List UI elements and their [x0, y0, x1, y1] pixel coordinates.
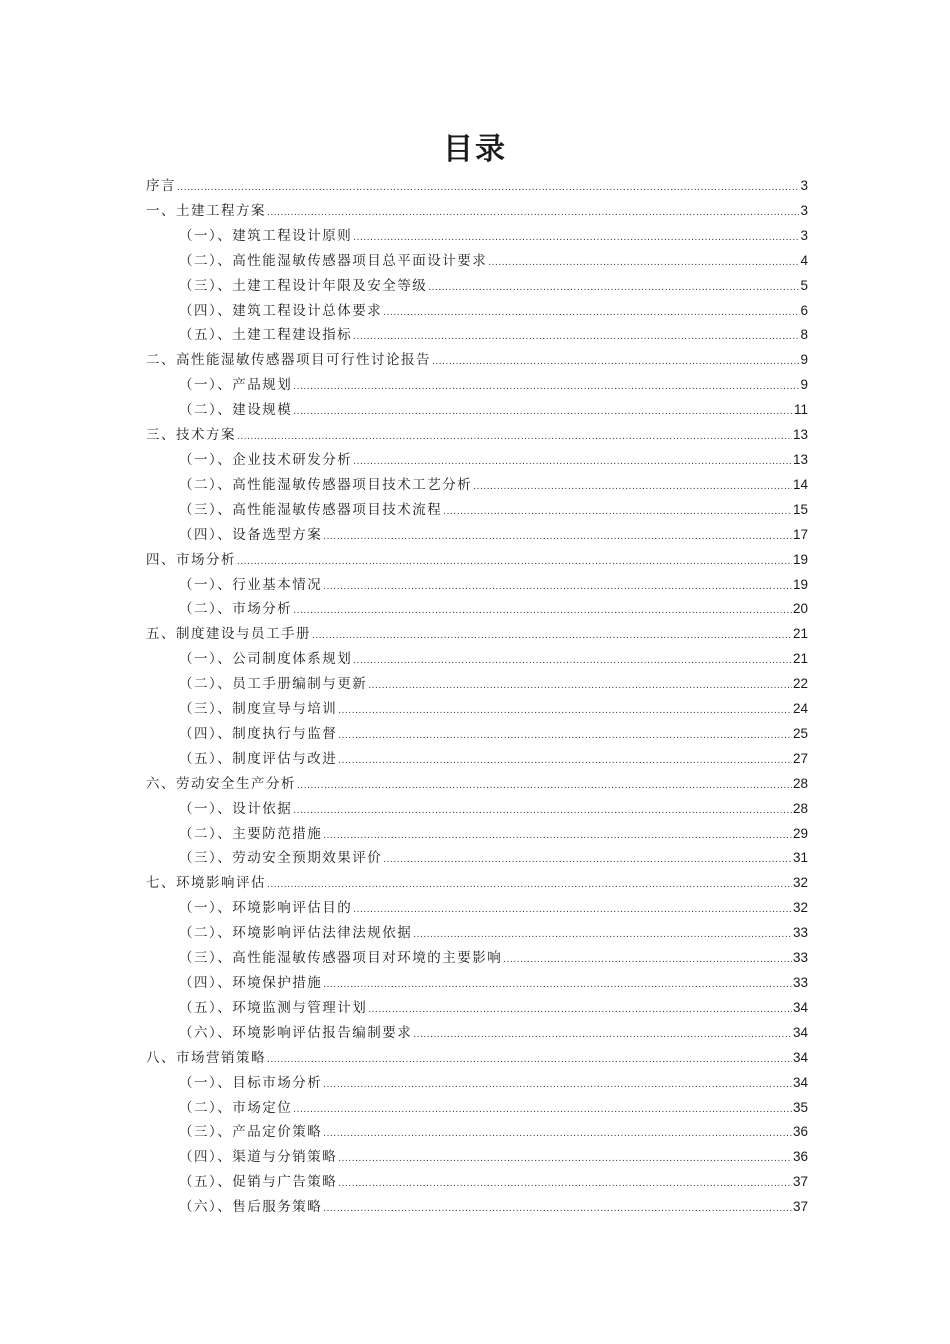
toc-dot-leader	[312, 624, 792, 649]
toc-entry-text: 三、技术方案	[146, 427, 236, 444]
toc-entry-text: （一）、行业基本情况	[179, 576, 323, 593]
toc-entry[interactable]	[146, 772, 808, 797]
toc-entry-text: （五）、制度评估与改进	[179, 750, 338, 767]
toc-dot-leader	[413, 1023, 792, 1048]
toc-entry-text: （二）、高性能湿敏传感器项目总平面设计要求	[179, 252, 488, 269]
toc-entry[interactable]	[146, 1096, 808, 1121]
toc-list	[146, 174, 808, 1220]
toc-page-number: 9	[800, 352, 808, 368]
toc-entry-text: （四）、环境保护措施	[179, 975, 323, 991]
toc-entry-text: （四）、建筑工程设计总体要求	[179, 302, 383, 319]
toc-page-number: 34	[792, 1024, 808, 1040]
toc-page-number: 21	[792, 651, 808, 667]
toc-dot-leader	[488, 251, 799, 276]
toc-entry[interactable]	[146, 722, 808, 747]
toc-dot-leader	[368, 998, 792, 1023]
toc-entry[interactable]	[146, 871, 808, 896]
toc-page-number: 36	[792, 1124, 808, 1140]
toc-entry-text: （六）、环境影响评估报告编制要求	[179, 1024, 413, 1041]
toc-entry-text: （三）、高性能湿敏传感器项目技术流程	[179, 501, 443, 518]
toc-page-number: 32	[792, 900, 808, 916]
toc-entry-text: （五）、促销与广告策略	[179, 1174, 338, 1191]
toc-page-number: 17	[792, 526, 808, 542]
toc-entry[interactable]	[146, 323, 808, 348]
toc-entry-text: （二）、市场定位	[179, 1099, 293, 1116]
toc-dot-leader	[353, 325, 799, 350]
toc-page-number: 5	[800, 277, 808, 293]
toc-entry[interactable]	[146, 1120, 808, 1145]
toc-page-number: 24	[792, 701, 808, 717]
toc-dot-leader	[323, 1197, 792, 1222]
toc-entry-text: （二）、员工手册编制与更新	[179, 676, 368, 693]
toc-dot-leader	[353, 649, 792, 674]
toc-entry-text: （三）、土建工程设计年限及安全等级	[179, 277, 428, 294]
toc-entry-text: （三）、劳动安全预期效果评价	[179, 850, 383, 867]
toc-page-number: 27	[792, 750, 808, 766]
toc-dot-leader	[353, 450, 792, 475]
toc-dot-leader	[323, 525, 792, 550]
toc-entry[interactable]	[146, 423, 808, 448]
toc-entry[interactable]	[146, 348, 808, 373]
toc-page-number: 9	[800, 377, 808, 393]
toc-entry[interactable]	[146, 523, 808, 548]
toc-page-number: 31	[792, 850, 808, 866]
toc-title: 目录	[443, 132, 507, 167]
toc-page-number: 22	[792, 676, 808, 692]
toc-entry[interactable]	[146, 597, 808, 622]
toc-dot-leader	[338, 699, 792, 724]
toc-entry-text: （二）、高性能湿敏传感器项目技术工艺分析	[179, 476, 473, 493]
toc-entry[interactable]	[146, 473, 808, 498]
toc-dot-leader	[413, 923, 792, 948]
toc-page-number: 15	[792, 501, 808, 517]
toc-entry-text: 一、土建工程方案	[146, 202, 266, 219]
toc-entry[interactable]	[146, 299, 808, 324]
toc-entry-text: （二）、市场分析	[179, 601, 293, 618]
toc-dot-leader	[443, 500, 792, 525]
toc-entry[interactable]	[146, 1021, 808, 1046]
toc-page-number: 14	[792, 476, 808, 492]
toc-entry-text: （一）、环境影响评估目的	[179, 900, 353, 917]
toc-entry[interactable]	[146, 274, 808, 299]
toc-page-number: 20	[792, 601, 808, 617]
toc-entry-text: （四）、制度执行与监督	[179, 725, 338, 742]
toc-entry[interactable]	[146, 224, 808, 249]
toc-dot-leader	[428, 276, 799, 301]
toc-dot-leader	[338, 1147, 792, 1172]
toc-entry-text: （一）、产品规划	[179, 377, 293, 394]
toc-entry[interactable]	[146, 747, 808, 772]
toc-entry[interactable]	[146, 822, 808, 847]
toc-page-number: 32	[792, 875, 808, 891]
toc-entry-text: 五、制度建设与员工手册	[146, 626, 311, 643]
toc-page-number: 34	[792, 1074, 808, 1090]
toc-entry-text: 四、市场分析	[146, 551, 236, 568]
toc-entry-text: 六、劳动安全生产分析	[146, 775, 296, 792]
toc-page-number: 34	[792, 1049, 808, 1065]
toc-entry-text: （一）、建筑工程设计原则	[179, 227, 353, 244]
toc-dot-leader	[293, 799, 792, 824]
toc-page-number: 28	[792, 800, 808, 816]
toc-entry[interactable]	[146, 1170, 808, 1195]
toc-entry-text: （一）、设计依据	[179, 800, 293, 817]
toc-page-number: 29	[792, 825, 808, 841]
toc-dot-leader	[237, 425, 792, 450]
toc-page-number: 3	[800, 227, 808, 243]
toc-dot-leader	[293, 1098, 792, 1123]
toc-dot-leader	[473, 475, 792, 500]
toc-entry[interactable]	[146, 647, 808, 672]
toc-entry-text: （一）、公司制度体系规划	[179, 651, 353, 668]
toc-dot-leader	[323, 1073, 792, 1098]
toc-entry[interactable]	[146, 896, 808, 921]
toc-page-number: 33	[792, 925, 808, 941]
toc-entry-text: （一）、目标市场分析	[179, 1074, 323, 1091]
toc-page-number: 37	[792, 1199, 808, 1215]
toc-entry-text: （二）、主要防范措施	[179, 825, 323, 842]
toc-page-number: 13	[792, 451, 808, 467]
toc-dot-leader	[293, 375, 799, 400]
toc-entry-text: 序言	[146, 178, 176, 194]
toc-dot-leader	[383, 301, 799, 326]
toc-dot-leader	[323, 1122, 792, 1147]
toc-dot-leader	[323, 824, 792, 849]
toc-entry-text: （三）、产品定价策略	[179, 1124, 323, 1141]
toc-dot-leader	[338, 749, 792, 774]
toc-entry[interactable]	[146, 448, 808, 473]
toc-entry-text: 八、市场营销策略	[146, 1049, 266, 1066]
toc-dot-leader	[323, 575, 792, 600]
toc-entry[interactable]	[146, 1145, 808, 1170]
toc-page-number: 33	[792, 950, 808, 966]
toc-dot-leader	[353, 226, 799, 251]
toc-entry[interactable]	[146, 249, 808, 274]
toc-dot-leader	[237, 550, 792, 575]
toc-dot-leader	[432, 350, 799, 375]
toc-entry[interactable]	[146, 971, 808, 996]
toc-entry[interactable]	[146, 1071, 808, 1096]
toc-entry-text: （二）、环境影响评估法律法规依据	[179, 925, 413, 942]
toc-entry-text: （三）、制度宣导与培训	[179, 701, 338, 718]
toc-page-number: 19	[792, 551, 808, 567]
toc-dot-leader	[293, 400, 793, 425]
toc-dot-leader	[338, 724, 792, 749]
toc-entry-text: （四）、渠道与分销策略	[179, 1149, 338, 1166]
toc-entry[interactable]	[146, 996, 808, 1021]
toc-dot-leader	[293, 599, 792, 624]
toc-dot-leader	[267, 873, 792, 898]
toc-page-number: 4	[800, 252, 808, 268]
toc-page-number: 8	[800, 327, 808, 343]
toc-entry[interactable]	[146, 1195, 808, 1220]
toc-entry-text: （一）、企业技术研发分析	[179, 451, 353, 468]
toc-page-number: 35	[792, 1099, 808, 1115]
toc-entry-text: （三）、高性能湿敏传感器项目对环境的主要影响	[179, 950, 503, 967]
toc-page-number: 3	[800, 178, 808, 193]
toc-entry[interactable]	[146, 199, 808, 224]
toc-dot-leader	[338, 1172, 792, 1197]
toc-dot-leader	[353, 898, 792, 923]
toc-entry-text: （五）、土建工程建设指标	[179, 327, 353, 344]
toc-page-number: 19	[792, 576, 808, 592]
toc-entry[interactable]	[146, 921, 808, 946]
toc-dot-leader	[503, 948, 792, 973]
toc-entry-text: （五）、环境监测与管理计划	[179, 999, 368, 1016]
toc-page-number: 13	[792, 427, 808, 443]
toc-dot-leader	[177, 176, 799, 201]
toc-dot-leader	[368, 674, 792, 699]
toc-entry[interactable]	[146, 672, 808, 697]
toc-page-number: 28	[792, 775, 808, 791]
toc-dot-leader	[267, 201, 799, 226]
toc-page-number: 25	[792, 725, 808, 741]
toc-dot-leader	[267, 1048, 792, 1073]
toc-entry[interactable]	[146, 573, 808, 598]
toc-page-number: 36	[792, 1149, 808, 1165]
toc-entry-text: （六）、售后服务策略	[179, 1199, 323, 1216]
toc-entry-text: 七、环境影响评估	[146, 875, 266, 892]
toc-entry[interactable]	[146, 697, 808, 722]
toc-page-number: 33	[792, 975, 808, 990]
toc-dot-leader	[297, 774, 792, 799]
toc-entry[interactable]	[146, 548, 808, 573]
toc-page-number: 3	[800, 202, 808, 218]
toc-entry[interactable]	[146, 946, 808, 971]
toc-entry[interactable]	[146, 174, 808, 199]
toc-entry[interactable]	[146, 1046, 808, 1071]
toc-dot-leader	[323, 973, 792, 998]
toc-entry-text: （二）、建设规模	[179, 402, 293, 419]
toc-entry[interactable]	[146, 373, 808, 398]
toc-page-number: 11	[793, 402, 808, 418]
toc-entry-text: （四）、设备选型方案	[179, 526, 323, 543]
toc-entry[interactable]	[146, 846, 808, 871]
toc-dot-leader	[383, 848, 792, 873]
toc-page-number: 37	[792, 1174, 808, 1190]
toc-entry[interactable]	[146, 398, 808, 423]
toc-page-number: 21	[792, 626, 808, 642]
toc-entry[interactable]	[146, 797, 808, 822]
toc-entry[interactable]	[146, 498, 808, 523]
toc-entry-text: 二、高性能湿敏传感器项目可行性讨论报告	[146, 352, 431, 369]
toc-page-number: 34	[792, 999, 808, 1015]
toc-page-number: 6	[800, 302, 808, 318]
toc-entry[interactable]	[146, 622, 808, 647]
